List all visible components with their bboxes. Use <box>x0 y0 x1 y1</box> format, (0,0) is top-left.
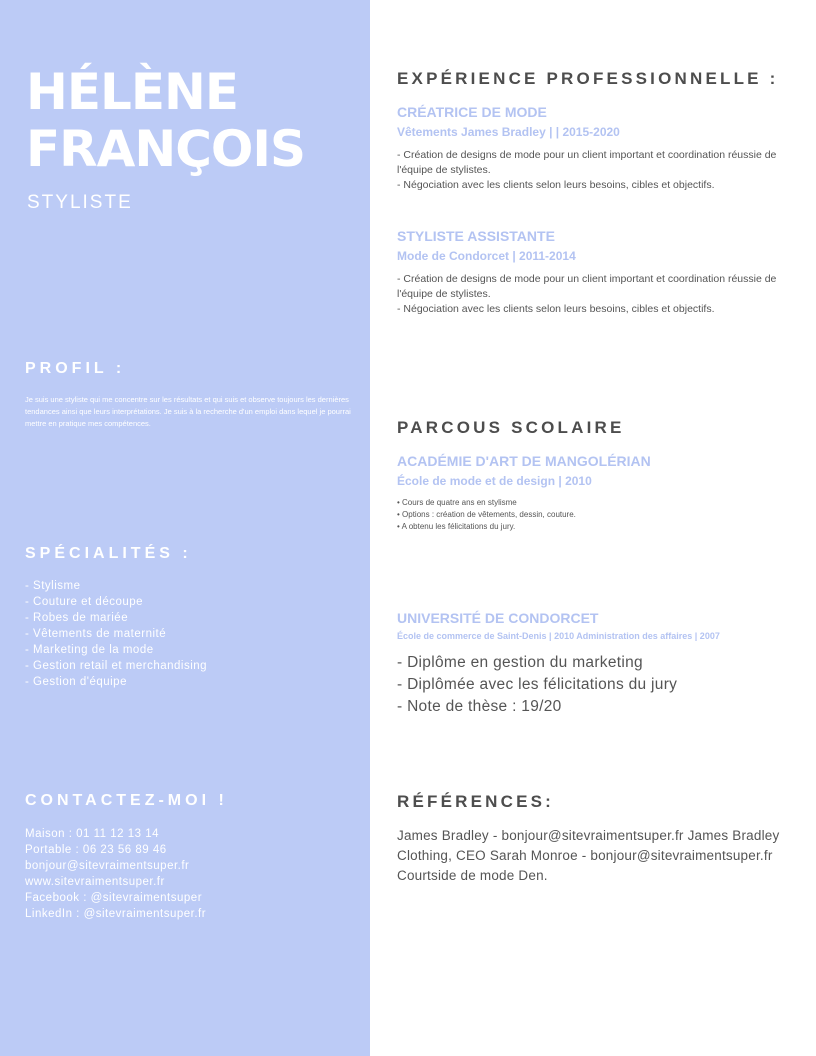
profile-heading: PROFIL : <box>25 360 126 377</box>
skills-heading: SPÉCIALITÉS : <box>25 545 192 562</box>
contact-phone-mobile: Portable : 06 23 56 89 46 <box>25 844 167 856</box>
job-description <box>397 272 797 317</box>
contact-phone-home: Maison : 01 11 12 13 14 <box>25 828 160 840</box>
school-subtitle: École de commerce de Saint-Denis | 2010 Administration des affaires | 2007 <box>397 631 720 641</box>
full-name <box>26 64 305 178</box>
school-line: • Cours de quatre ans en stylisme <box>397 498 517 507</box>
job-title: CRÉATRICE DE MODE <box>397 104 547 120</box>
school-subtitle: École de mode et de design | 2010 <box>397 474 592 488</box>
skill-item: - Gestion retail et merchandising <box>25 660 208 672</box>
contact-linkedin: LinkedIn : @sitevraimentsuper.fr <box>25 908 207 920</box>
school-line: - Note de thèse : 19/20 <box>397 698 562 715</box>
job-description <box>397 148 797 193</box>
contact-facebook: Facebook : @sitevraimentsuper <box>25 892 203 904</box>
contact-heading: CONTACTEZ-MOI ! <box>25 792 228 809</box>
school-line: - Diplôme en gestion du marketing <box>397 654 643 671</box>
skill-item: - Vêtements de maternité <box>25 628 167 640</box>
school-line: - Diplômée avec les félicitations du jury <box>397 676 678 693</box>
job-line: - Création de designs de mode pour un client important et coordination réussie de l'équipe de stylistes. <box>397 149 777 176</box>
job-line: - Négociation avec les clients selon leurs besoins, cibles et objectifs. <box>397 303 715 315</box>
job-subtitle: Mode de Condorcet | 2011-2014 <box>397 249 576 263</box>
school-title: UNIVERSITÉ DE CONDORCET <box>397 610 599 626</box>
contact-website: www.sitevraimentsuper.fr <box>25 876 165 888</box>
job-line: - Création de designs de mode pour un client important et coordination réussie de l'équipe de stylistes. <box>397 273 777 300</box>
references-text: James Bradley - bonjour@sitevraimentsuper.fr James Bradley Clothing, CEO Sarah Monroe - bonjour@sitevraimentsuper.fr Courtside de mode Den. <box>397 828 780 883</box>
education-heading: PARCOUS SCOLAIRE <box>397 418 625 437</box>
contact-email: bonjour@sitevraimentsuper.fr <box>25 860 190 872</box>
school-line: • A obtenu les félicitations du jury. <box>397 522 516 531</box>
job-line: - Négociation avec les clients selon leurs besoins, cibles et objectifs. <box>397 179 715 191</box>
school-details <box>397 652 677 718</box>
last-name: FRANÇOIS <box>26 120 306 178</box>
job-title: STYLISTE ASSISTANTE <box>397 228 555 244</box>
skill-item: - Gestion d'équipe <box>25 676 127 688</box>
skills-list <box>25 578 207 690</box>
school-details <box>397 497 576 533</box>
skill-item: - Stylisme <box>25 580 81 592</box>
job-role: STYLISTE <box>27 192 133 213</box>
contact-list <box>25 826 206 922</box>
profile-text: Je suis une styliste qui me concentre sur les résultats et qui suis et observe toujours les dernières tendances ainsi que leurs interprétations. Je suis à la recherche d'un emploi dans lequel je pourrai mettre en pratique mes compétences. <box>25 395 351 428</box>
skill-item: - Robes de mariée <box>25 612 129 624</box>
school-line: • Options : création de vêtements, dessin, couture. <box>397 510 576 519</box>
references-heading: RÉFÉRENCES: <box>397 792 555 811</box>
school-title: ACADÉMIE D'ART DE MANGOLÉRIAN <box>397 453 651 469</box>
first-name: HÉLÈNE <box>26 63 239 121</box>
experience-heading: EXPÉRIENCE PROFESSIONNELLE : <box>397 69 779 88</box>
skill-item: - Marketing de la mode <box>25 644 154 656</box>
skill-item: - Couture et découpe <box>25 596 144 608</box>
job-subtitle: Vêtements James Bradley | | 2015-2020 <box>397 125 620 139</box>
